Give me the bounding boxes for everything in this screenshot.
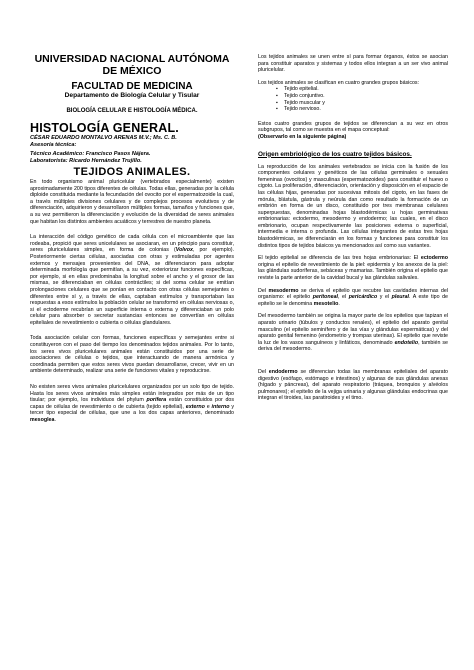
list-item: ▪ Tejido conjuntivo.: [284, 93, 448, 100]
porifera-term: porifera: [146, 397, 167, 404]
endotelio-term: endotelio: [394, 339, 419, 346]
author-line: CÉSAR EDUARDO MONTALVO ARENAS M.V.; Ms. C. B.: [30, 135, 177, 141]
department-name: Departamento de Biología Celular y Tisular: [64, 92, 200, 99]
paragraph-tissue-types: No existen seres vivos animales pluricelulares organizados por un solo tipo de tejido. Hasta los seres vivos animales más simples están integrados por más de un tipo tisular; por ejemplo, los individuos del phylum porifera están constituidos por dos capas de células de revestimiento o de cubierta (tejido epitelial), externo e interno y tercer tipo especial de células, que une a los dos capas anteriores, denominado mesoglea.: [30, 384, 235, 423]
paragraph-intro: En todo organismo animal pluricelular (vertebrados especialmente) existen aproximadamente 200 tipos diferentes de células. Todas ellas, generadas por la célula diploide constituida mediante la fecundación del ovocito por el espermatozoide la cual, a través múltiples divisiones celulares y de complejos procesos evolutivos y de diferenciación, adquirieron y desarrollaron múltiples formas, tamaños y funciones que, a su vez permitieron la diferenciación y evolución de la diversidad de seres animales que habitan los distintos ambientes acuáticos y terrestres de nuestro planeta.: [30, 179, 234, 225]
classification-intro: Los tejidos animales se clasifican en cuatro grandes grupos básicos:: [258, 79, 420, 86]
course-name: BIOLOGÍA CELULAR E HISTOLOGÍA MÉDICA.: [66, 108, 198, 114]
tissue-list: [284, 86, 448, 112]
origin-section-title: Origen embriológico de los cuatro tejidos básicos.: [258, 150, 412, 158]
paragraph-subgroups: Estos cuatro grandes grupos de tejidos se diferencian a su vez en otros subgrupos, tal como se muestra en el mapa conceptual:: [258, 120, 448, 134]
document-title: HISTOLOGÍA GENERAL.: [30, 121, 179, 135]
paragraph-organs: Los tejidos animales se unen entre sí para formar órganos, éstos se asocian para constituir aparatos y sistemas y todos ellos integran a un ser vivo animal pluricelular.: [258, 54, 448, 74]
faculty-name: FACULTAD DE MEDICINA: [71, 81, 193, 92]
lab-technician: Laboratorista: Ricardo Hernández Trujillo.: [30, 158, 142, 164]
university-name: UNIVERSIDAD NACIONAL AUTÓNOMA DE MÉXICO: [34, 53, 230, 77]
ectodermo-term: ectodermo: [420, 255, 448, 262]
mesotelio-term: mesotelio: [313, 300, 339, 307]
interno-term: interno: [211, 403, 230, 410]
list-item: ▪ Tejido muscular y: [284, 100, 448, 107]
volvox-term: Volvox: [175, 247, 193, 254]
paragraph-association: Toda asociación celular con formas, funciones específicas y semejantes entre si constituyeron con el paso del tiempo los denominados tejidos animales. Por lo tanto, los seres vivos pluricelulares animales están constituidos por una serie de asociaciones de células o tejidos, que interactuando de manera armónica y coordinada permiten que estos seres vivos puedan desarrollarse, crecer, vivir en un ambiente determinado, realizar una serie de funciones vitales y reproducirse.: [30, 335, 234, 375]
paragraph-epithelium-origin: El tejido epitelial se diferencia de las tres hojas embrionarias: El ectodermo origina el epitelio de revestimiento de la piel: epidermis y los anexos de la piel: las glándulas sudoríferas, sebáceas y mamarias. También origina el epitelio que reviste la parte anterior de la cavidad bucal y las glándulas salivales.: [258, 255, 448, 282]
list-item: ▪ Tejido nervioso.: [284, 106, 448, 113]
externo-term: externo: [185, 403, 205, 410]
mesodermo-term: mesodermo: [268, 287, 299, 294]
advisory-label: Asesoría técnica:: [30, 142, 77, 148]
paragraph-mesodermo: Del mesodermo se deriva el epitelio que recubre las cavidades internas del organismo: el epitelio peritoneal, el pericárdico y el pleural. A este tipo de epitelio se le denomina mesotelio.: [258, 287, 449, 307]
left-column: [30, 54, 234, 430]
right-column: [258, 54, 448, 408]
technical-academic: Técnico Académico: Francisco Pasos Nájera.: [30, 151, 151, 157]
paragraph-mesodermo-epithelia: Del mesodermo también se origina la mayor parte de los epitelios que tapizan el aparato urinario (túbulos y conductos renales), el epitelio del aparato genital masculino (el epitelio seminífero y de las vías y glándulas espermáticas) y del aparato genital femenino (endometrio y trompas uterinas). El epitelio que reviste la luz de los vasos sanguíneos y linfáticos, denominado endotelio, también se deriva del mesodermo.: [258, 313, 448, 353]
paragraph-reproduction: La reproducción de los animales vertebrados se inicia con la fusión de los componentes celulares y genéticos de las células germinales o sexuales femeninas (ovocitos) y masculinas (espermatozoides) para constituir el huevo o cigoto. La proliferación, diferenciación, orientación y disposición en el espacio de las células hijas, generadas por sucesivas mitosis del cigoto, en las fases de mórula, blástula, gástrula y neúrula dan como resultado la formación de un embrión en forma de un disco, constituido por tres membranas celulares superpuestas, denominadas hojas blastodérmicas u hojas germinativas embrionarias: ectodermo, mesodermo y endodermo; las cuales, en el disco embrionario, ocupan respectivamente las posiciones externa o superficial, intermedia e interna o profunda. Las células integrantes de estas tres hojas blastodérmicas, se diferenciarán en los formas y funciones para constituir los distintos tipos de tejidos básicos ya mencionados así como sus variantes.: [258, 163, 448, 249]
list-item: ▪ Tejido epitelial.: [284, 86, 448, 93]
section-title: TEJIDOS ANIMALES.: [73, 166, 191, 178]
paragraph-endodermo: Del endodermo se diferencian todas las membranas epiteliales del aparato digestivo (esófago, estómago e intestinos) y algunas de sus glándulas anexas (hígado y páncreas), del aparato respiratorio (tráquea, bronquios y alvéolos pulmonares); el epitelio de la vejiga urinaria y algunas glándulas endocrinas que integran el tiroides, las paratiroides y el timo.: [258, 368, 448, 402]
paragraph-interaction: La interacción del código genético de cada célula con el microambiente que las rodeaba, propició que seres unicelulares se asociaran, en un principio para constituir, seres pluricelulares simples, en forma de colonias (Volvox, por ejemplo). Posteriormente ciertas células, asociadas con otras y estimuladas por agentes externos y mensajes provenientes del DNA, se diferenciaron para adoptar determinada morfología que permitían, a su vez, exteriorizar funciones específicas, por ejemplo, si en ellas predominaba la longitud sobre el ancho y el grosor de las mismas, se diferenciaban en células contráctiles; si del soma celular se emitían prolongaciones celulares que se ponían en contacto con otras células semejantes o diferentes entre sí y, a través de ellas, captaban estímulos y transportaban las respuestas a esos estímulos la población celular se transformó en células nerviosas o, si el ectoderme recubrían un superficie interna o externa y diferenciaban un polo celular para absorber o secretar sustancias entonces se convertían en células epiteliales de revestimiento o cubierta o células glandulares.: [30, 234, 234, 326]
endodermo-term: endodermo: [268, 368, 298, 375]
mesoglea-term: mesoglea: [30, 417, 55, 423]
observation-note: (Observarlo en la siguiente página): [258, 133, 347, 140]
